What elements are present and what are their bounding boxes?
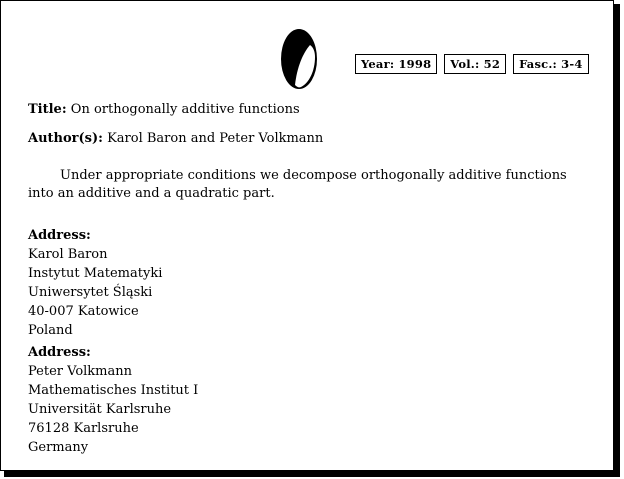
journal-logo xyxy=(279,27,319,91)
address-block-1 xyxy=(28,226,162,340)
address-block-2 xyxy=(28,343,198,457)
address-line: Mathematisches Institut I xyxy=(28,383,199,398)
page-shadow-right xyxy=(614,4,620,477)
year-badge: Year: 1998 xyxy=(355,54,437,74)
authors-label: Author(s): xyxy=(28,131,103,146)
address-line: Germany xyxy=(28,440,89,455)
address-line: 40-007 Katowice xyxy=(28,304,139,319)
address-line: Peter Volkmann xyxy=(28,364,132,379)
address-line: Poland xyxy=(28,323,73,338)
address-line: 76128 Karlsruhe xyxy=(28,421,139,436)
address-line: Universität Karlsruhe xyxy=(28,402,172,417)
volume-badge: Vol.: 52 xyxy=(444,54,506,74)
address-line: Uniwersytet Śląski xyxy=(28,285,153,300)
abstract xyxy=(28,167,594,203)
issue-badges xyxy=(355,54,589,74)
address-label: Address: xyxy=(28,345,91,360)
title-line xyxy=(28,102,300,118)
authors-line xyxy=(28,131,323,147)
address-line: Karol Baron xyxy=(28,247,108,262)
abstract-text: Under appropriate conditions we decompose orthogonally additive functions into an additive and a quadratic part. xyxy=(28,168,567,201)
address-line: Instytut Matematyki xyxy=(28,266,163,281)
address-label: Address: xyxy=(28,228,91,243)
title-label: Title: xyxy=(28,102,67,117)
page-shadow-bottom xyxy=(4,471,620,477)
article-authors: Karol Baron and Peter Volkmann xyxy=(107,131,324,146)
article-title: On orthogonally additive functions xyxy=(70,102,300,117)
fascicle-badge: Fasc.: 3-4 xyxy=(513,54,589,74)
